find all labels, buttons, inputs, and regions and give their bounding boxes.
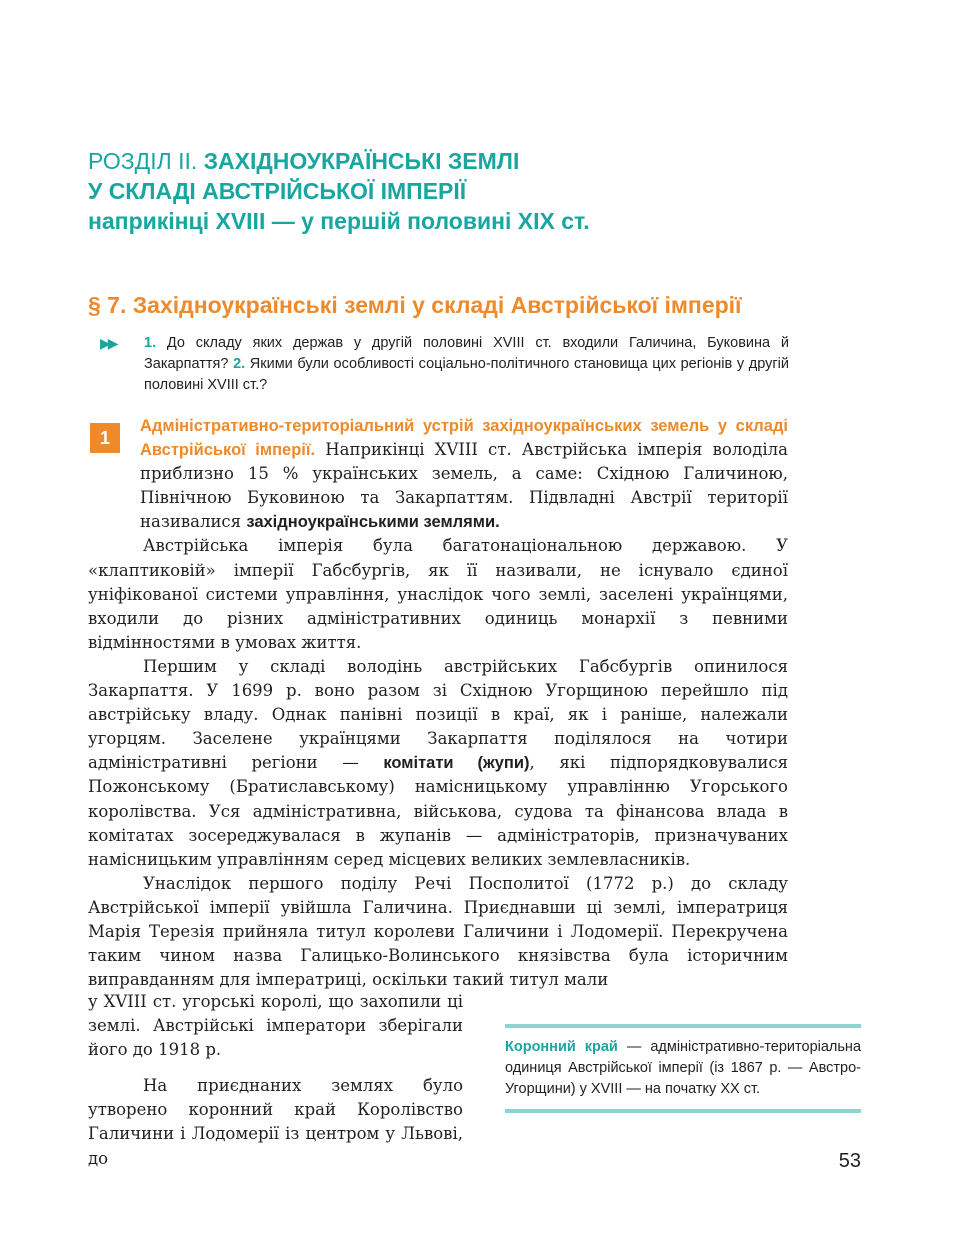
term-western-ukrainian-lands: західноукраїнськими землями.: [246, 513, 500, 532]
narrow-column-text: [88, 990, 463, 1171]
question-2-number: 2.: [233, 356, 246, 372]
paragraph-4-continued: у XVIII ст. угорські королі, що захопили ці землі. Австрійські імператори зберігали його до 1918 р.: [88, 992, 463, 1060]
definition-box: [505, 1024, 861, 1113]
term-comitats: комітати (жупи): [383, 754, 530, 773]
main-text: [88, 414, 788, 992]
paragraph-3-text-a: Першим у складі володінь австрійських Габсбургів опинилося Закарпаття. У 1699 р. воно разом зі Східною Угорщиною перейшло під австрійську владу. Однак панівні позиції в краї, як і раніше, належали угорцям. Заселене українцями Закарпаття поділялося на чотири адміністративні регіони —: [88, 656, 788, 773]
chapter-title-line3: наприкінці XVIII — у першій половині XIX ст.: [88, 208, 590, 234]
paragraph-2: Австрійська імперія була багатонаціональною державою. У «клаптиковій» імперії Габсбургів, як її називали, не існувало єдиної уніфікованої системи управління, унаслідок чого землі, заселені українцями, входили до різних адміністративних одиниць монархії з певними відмінностями в умовах життя.: [88, 536, 788, 652]
question-1-number: 1.: [144, 335, 157, 351]
double-arrow-icon: ▶▶: [100, 336, 116, 352]
paragraph-5: На приєднаних землях було утворено коронний край Королівство Галичини і Лодомерії із центром у Львові, до: [88, 1076, 463, 1168]
paragraph-1: [88, 414, 788, 534]
definition-term: Коронний край: [505, 1039, 618, 1055]
chapter-heading: [88, 146, 888, 236]
paragraph-3: [88, 655, 788, 872]
question-1-text: До складу яких держав у другій половині XVIII ст. входили Галичина, Буковина й Закарпаття?: [144, 335, 789, 372]
chapter-title-line1: ЗАХІДНОУКРАЇНСЬКІ ЗЕМЛІ: [203, 148, 520, 174]
section-number-badge: 1: [90, 423, 120, 453]
paragraph-1-text: Наприкінці XVIII ст. Австрійська імперія володіла приблизно 15 % українських земель, а саме: Східною Галичиною, Північною Буковиною та Закарпаттям. Підвладні Австрії території називалися: [140, 440, 788, 532]
paragraph-4: Унаслідок першого поділу Речі Посполитої (1772 р.) до складу Австрійської імперії увійшла Галичина. Приєднавши ці землі, імператриця Марія Терезія прийняла титул королеви Галичини і Лодомерії. Перекручена таким чином назва Галицько-Волинського князівства була історичним виправданням для імператриці, оскільки такий титул мали: [88, 873, 788, 990]
review-questions: [144, 333, 789, 396]
definition-text: — адміністративно-територіальна одиниця Австрійської імперії (із 1867 р. — Австро-Угорщини) у XVIII — на початку XX ст.: [505, 1039, 862, 1097]
paragraph-title: § 7. Західноукраїнські землі у складі Австрійської імперії: [88, 292, 742, 318]
paragraph-3-text-b: , які підпорядковувалися Пожонському (Братиславському) намісницькому управлінню Угорського королівства. Уся адміністративна, військова, судова та фінансова влада в комітатах зосереджувалася в жупанів — адміністраторів, призначуваних намісницьким управлінням серед місцевих великих землевласників.: [88, 753, 788, 869]
chapter-title-line2: У СКЛАДІ АВСТРІЙСЬКОЇ ІМПЕРІЇ: [88, 178, 467, 204]
section-title: Адміністративно-територіальний устрій західноукраїнських земель у складі Австрійської імперії.: [140, 417, 788, 460]
question-2-text: Якими були особливості соціально-політичного становища цих регіонів у другій половині XVIII ст.?: [144, 356, 790, 393]
page-number: 53: [838, 1150, 861, 1172]
chapter-label: РОЗДІЛ ІІ.: [88, 148, 204, 174]
